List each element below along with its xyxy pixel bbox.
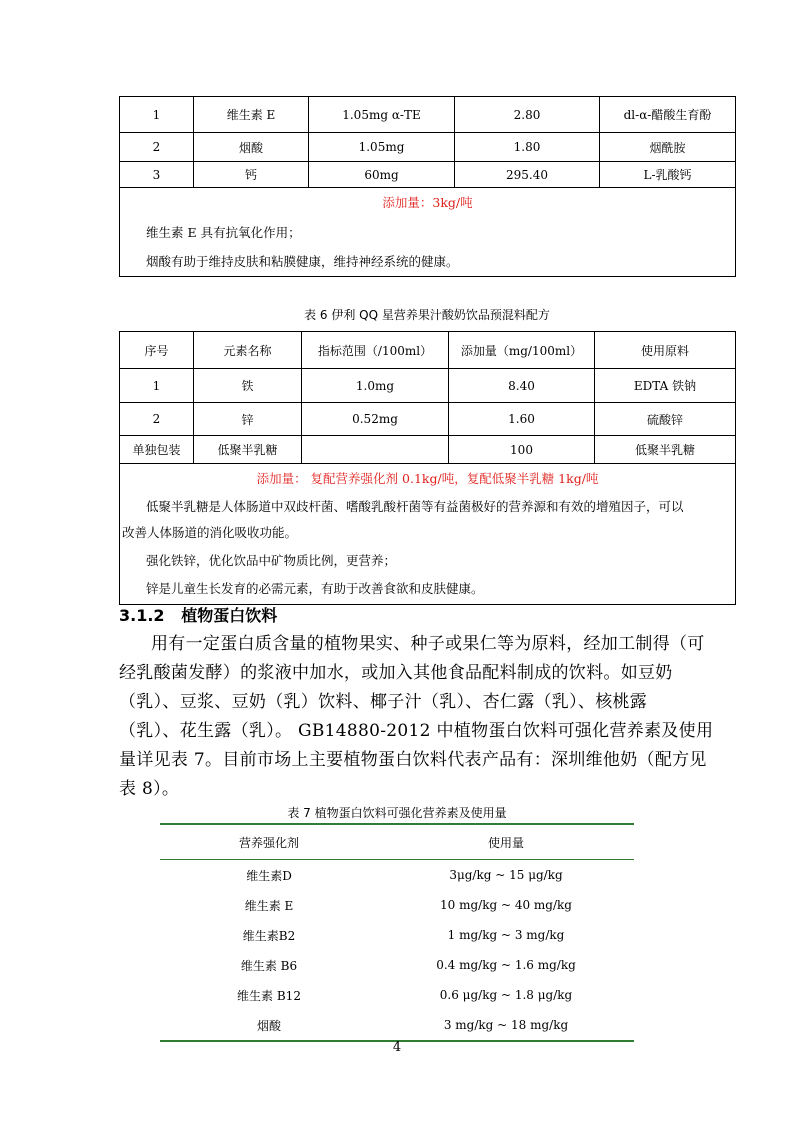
table-row: 2 烟酸 1.05mg 1.80 烟酰胺	[120, 133, 736, 162]
note-line: 改善人体肠道的消化吸收功能。	[122, 525, 298, 540]
paragraph-line: （乳）、豆浆、豆奶（乳）饮料、椰子汁（乳）、杏仁露（乳）、核桃露	[119, 692, 648, 712]
note-line: 锌是儿童生长发育的必需元素，有助于改善食欲和皮肤健康。	[146, 581, 484, 596]
table-header-row: 营养强化剂 使用量	[160, 824, 634, 860]
addition-amount: 添加量： 复配营养强化剂 0.1kg/吨，复配低聚半乳糖 1kg/吨	[256, 471, 599, 486]
table-row: 2 锌 0.52mg 1.60 硫酸锌	[120, 403, 736, 436]
paragraph-line: （乳）、花生露（乳）。 GB14880-2012 中植物蛋白饮料可强化营养素及使用	[119, 721, 714, 741]
table-row: 1 维生素 E 1.05mg α-TE 2.80 dl-α-醋酸生育酚	[120, 97, 736, 133]
table5-continuation	[119, 96, 736, 277]
paragraph-line: 经乳酸菌发酵）的浆液中加水，或加入其他食品配料制成的饮料。如豆奶	[119, 663, 673, 683]
addition-amount: 添加量：3kg/吨	[382, 195, 473, 210]
section-number: 3.1.2	[119, 606, 165, 625]
table-row: 单独包装 低聚半乳糖 100 低聚半乳糖	[120, 436, 736, 464]
table-row: 烟酸 3 mg/kg ~ 18 mg/kg	[256, 1018, 569, 1033]
table-header-row: 序号 元素名称 指标范围（/100ml） 添加量（mg/100ml） 使用原料	[120, 332, 736, 369]
note-line: 强化铁锌，优化饮品中矿物质比例，更营养；	[146, 553, 397, 568]
table-row: 维生素 E 10 mg/kg ~ 40 mg/kg	[244, 898, 572, 913]
table-row: 1 铁 1.0mg 8.40 EDTA 铁钠	[120, 369, 736, 403]
section-paragraph	[119, 630, 719, 804]
section-heading	[119, 603, 277, 626]
paragraph-line: 量详见表 7。目前市场上主要植物蛋白饮料代表产品有：深圳维他奶（配方见	[119, 750, 707, 770]
section-title: 植物蛋白饮料	[181, 606, 278, 625]
table6	[119, 331, 736, 605]
table7	[160, 823, 634, 1042]
note-line: 烟酸有助于维持皮肤和粘膜健康，维持神经系统的健康。	[146, 254, 459, 269]
page-number: 4	[392, 1040, 402, 1055]
paragraph-line: 用有一定蛋白质含量的植物果实、种子或果仁等为原料，经加工制得（可	[151, 634, 705, 654]
table-row: 维生素B2 1 mg/kg ~ 3 mg/kg	[242, 928, 565, 943]
note-line: 维生素 E 具有抗氧化作用；	[146, 225, 301, 240]
table-row: 维生素D 3μg/kg ~ 15 μg/kg	[246, 868, 563, 883]
table7-caption: 表 7 植物蛋白饮料可强化营养素及使用量	[287, 806, 507, 820]
table6-caption: 表 6 伊利 QQ 星营养果汁酸奶饮品预混料配方	[304, 308, 550, 322]
table5-notes	[120, 188, 736, 277]
paragraph-line: 表 8）。	[119, 779, 180, 799]
table-row: 维生素 B12 0.6 μg/kg ~ 1.8 μg/kg	[237, 988, 573, 1003]
note-line: 低聚半乳糖是人体肠道中双歧杆菌、嗜酸乳酸杆菌等有益菌极好的营养源和有效的增殖因子，可以	[146, 499, 684, 514]
table-row: 3 钙 60mg 295.40 L-乳酸钙	[120, 162, 736, 188]
table6-notes	[120, 464, 736, 605]
table-row: 维生素 B6 0.4 mg/kg ~ 1.6 mg/kg	[240, 958, 576, 973]
